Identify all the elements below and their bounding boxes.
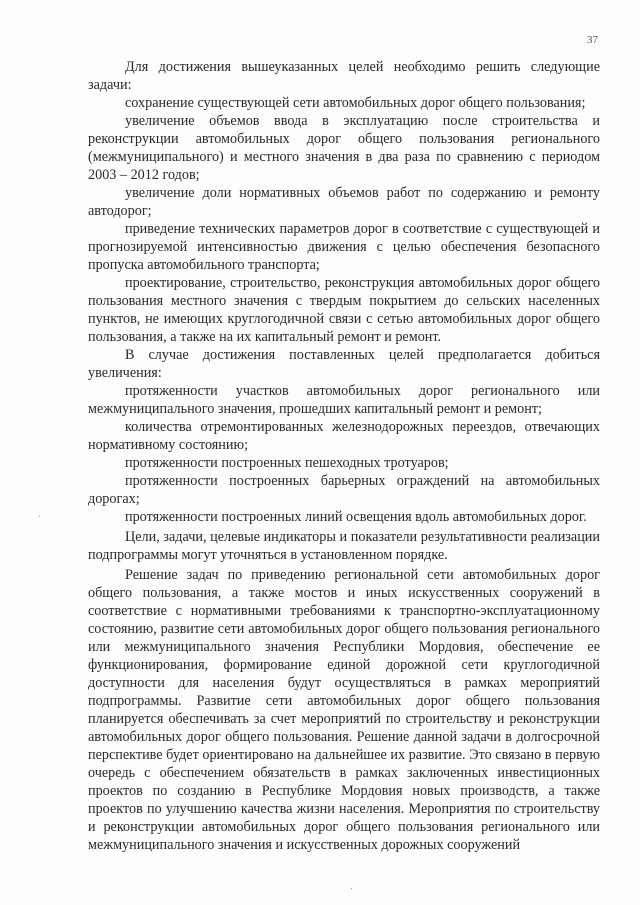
paragraph-task-4: приведение технических параметров дорог в соответствие с существующей и прогнозируемой интенсивностью движения с целью обеспечения безопасного пропуска автомобильного транспорта; xyxy=(88,221,600,273)
paragraph-expected-2: количества отремонтированных железнодорожных переездов, отвечающих нормативному состоянию; xyxy=(88,419,600,453)
footer-mark: · xyxy=(350,884,354,895)
paragraph-expected-1: протяженности участков автомобильных дорог регионального или межмуниципального значения, прошедших капитальный ремонт и ремонт; xyxy=(88,383,600,417)
paragraph-task-1: сохранение существующей сети автомобильных дорог общего пользования; xyxy=(125,95,586,111)
paragraph-task-3: увеличение доли нормативных объемов работ по содержанию и ремонту автодорог; xyxy=(88,185,600,219)
paragraph-expected-3: протяженности построенных пешеходных тротуаров; xyxy=(125,455,449,471)
paragraph-expected-intro: В случае достижения поставленных целей предполагается добиться увеличения: xyxy=(88,347,600,381)
paragraph-task-5: проектирование, строительство, реконструкция автомобильных дорог общего пользования местного значения с твердым покрытием до сельских населенных пунктов, не имеющих круглогодичной связи с сетью автомобильных дорог общего пользования, а также на их капитальный ремонт и ремонт. xyxy=(88,275,600,345)
paragraph-expected-4: протяженности построенных барьерных ограждений на автомобильных дорогах; xyxy=(88,473,600,507)
paragraph-solution: Решение задач по приведению региональной сети автомобильных дорог общего пользования, а также мостов и иных искусственных сооружений в соответствие с нормативными требованиями к транспортно-эксплуатационному состоянию, развитие сети автомобильных дорог общего пользования регионального или межмуниципального значения Республики Мордовия, обеспечение ее функционирования, формирование единой дорожной сети круглогодичной доступности для населения будут осуществляться в рамках мероприятий подпрограммы. Развитие сети автомобильных дорог общего пользования планируется обеспечивать за счет мероприятий по строительству и реконструкции автомобильных дорог общего пользования. Решение данной задачи в долгосрочной перспективе будет ориентировано на дальнейшее их развитие. Это связано в первую очередь с обеспечением обязательств в рамках заключенных инвестиционных проектов по созданию в Республике Мордовия новых производств, а также проектов по улучшению качества жизни населения. Мероприятия по строительству и реконструкции автомобильных дорог общего пользования регионального или межмуниципального значения и искусственных дорожных сооружений xyxy=(88,567,600,853)
paragraph-goals: Цели, задачи, целевые индикаторы и показатели результативности реализации подпрограммы могут уточняться в установленном порядке. xyxy=(88,529,600,563)
page-number: 37 xyxy=(587,34,598,46)
margin-mark: · xyxy=(38,512,42,523)
paragraph-expected-5: протяженности построенных линий освещения вдоль автомобильных дорог. xyxy=(125,509,587,525)
paragraph-intro: Для достижения вышеуказанных целей необходимо решить следующие задачи: xyxy=(88,59,600,93)
document-body xyxy=(88,58,600,854)
paragraph-task-2: увеличение объемов ввода в эксплуатацию после строительства и реконструкции автомобильных дорог общего пользования регионального (межмуниципального) и местного значения в два раза по сравнению с периодом 2003 – 2012 годов; xyxy=(88,113,600,183)
